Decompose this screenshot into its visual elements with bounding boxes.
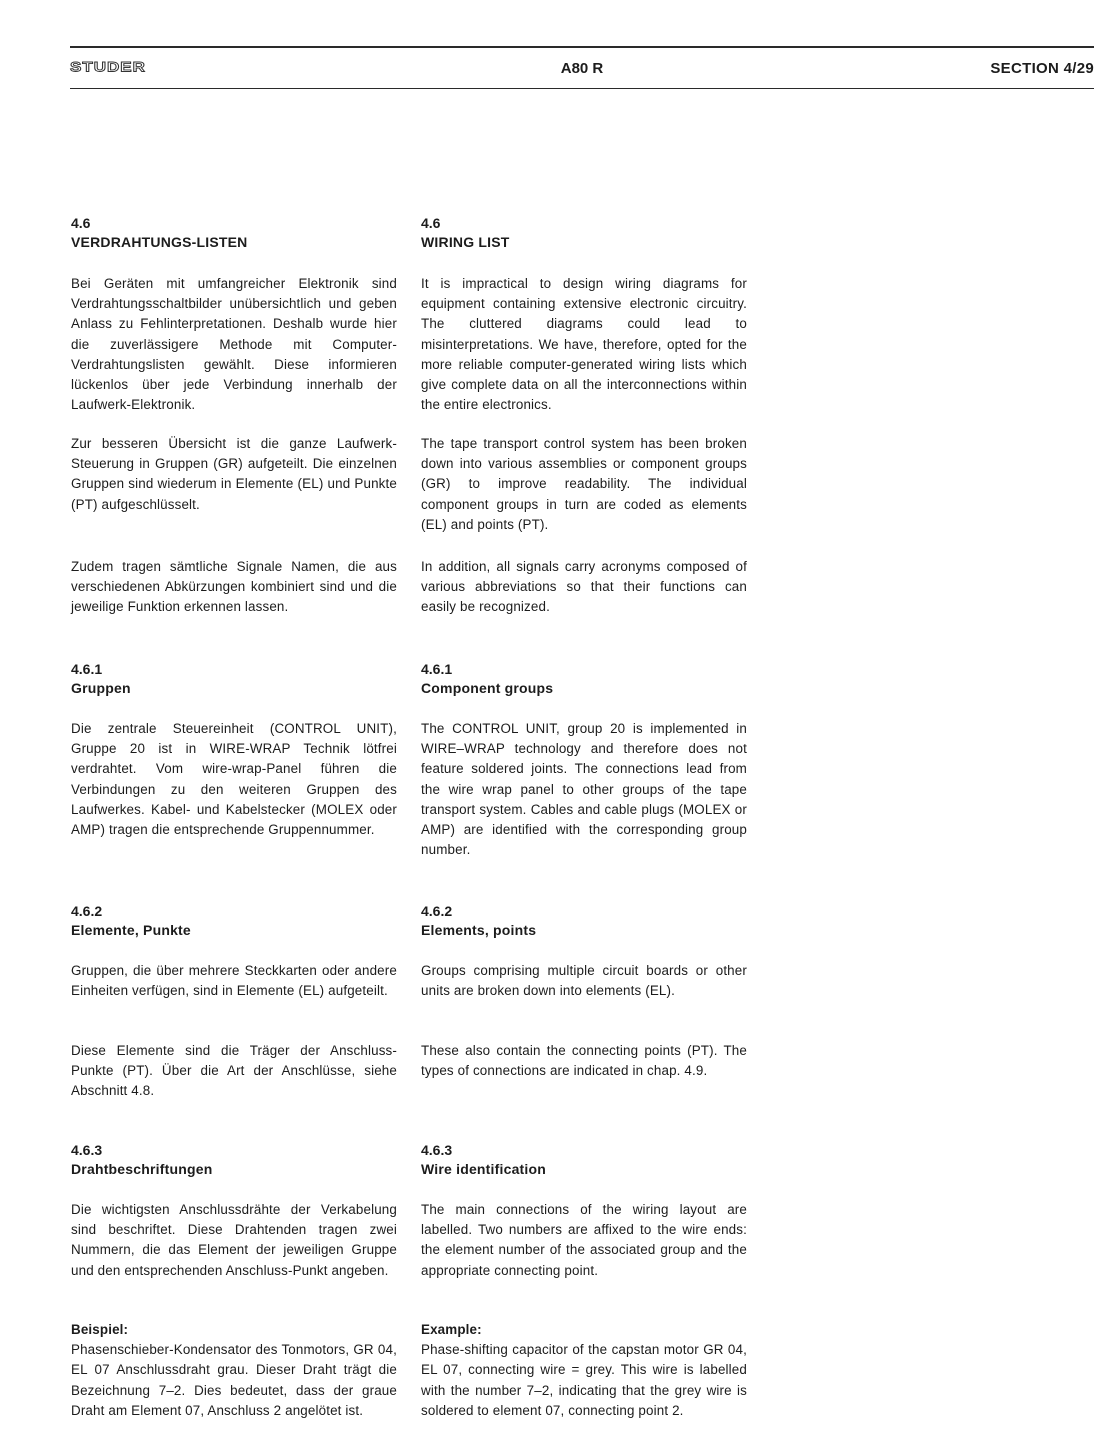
section-title: Wire identification: [421, 1161, 547, 1177]
paragraph-de-1: Bei Geräten mit umfangreicher Elektronik sind Verdrahtungsschaltbilder unübersichtlich und geben Anlass zu Fehlinterpretationen. Deshalb wurde hier die zuverlässigere Methode mit Computer-Verdrahtungslisten gewählt. Diese informieren lückenlos über jede Verbindung innerhalb der Laufwerk-Elektronik.: [71, 276, 397, 413]
paragraph-de-6: Diese Elemente sind die Träger der Anschluss-Punkte (PT). Über die Art der Anschlüsse, siehe Abschnitt 4.8.: [71, 1043, 397, 1099]
section-page-label: SECTION 4/29: [990, 60, 1094, 77]
paragraph-de-4: Die zentrale Steuereinheit (CONTROL UNIT), Gruppe 20 ist in WIRE-WRAP Technik lötfrei verdrahtet. Vom wire-wrap-Panel führen die Verbindungen zu den weiteren Gruppen des Laufwerkes. Kabel- und Kabelstecker (MOLEX oder AMP) tragen die entsprechende Gruppennummer.: [71, 721, 397, 838]
section-4-6-heading-de: [71, 214, 397, 252]
section-number: 4.6.1: [421, 661, 453, 677]
paragraph-en-2: The tape transport control system has been broken down into various assemblies or component groups (GR) to improve readability. The individual component groups in turn are coded as elements (EL) and points (PT).: [421, 436, 747, 532]
paragraph-de-5: Gruppen, die über mehrere Steckkarten oder andere Einheiten verfügen, sind in Elemente (EL) aufgeteilt.: [71, 963, 397, 999]
section-title: Gruppen: [71, 680, 131, 696]
example-label: Example:: [421, 1322, 482, 1337]
paragraph-en-1: It is impractical to design wiring diagrams for equipment containing extensive electronic circuitry. The cluttered diagrams could lead to misinterpretations. We have, therefore, opted for the more reliable computer-generated wiring lists which give complete data on all the interconnections within the entire electronics.: [421, 276, 747, 413]
paragraph-de-3: Zudem tragen sämtliche Signale Namen, die aus verschiedenen Abkürzungen kombiniert sind und die jeweilige Funktion erkennen lassen.: [71, 559, 397, 615]
section-number: 4.6.1: [71, 661, 103, 677]
header-bottom-rule: [70, 88, 1094, 89]
section-title: Component groups: [421, 680, 554, 696]
paragraph-en-7: The main connections of the wiring layout are labelled. Two numbers are affixed to the wire ends: the element number of the associated group and the appropriate connecting point.: [421, 1202, 747, 1278]
section-title: Drahtbeschriftungen: [71, 1161, 213, 1177]
example-text: Phase-shifting capacitor of the capstan motor GR 04, EL 07, connecting wire = grey. This wire is labelled with the number 7–2, indicating that the grey wire is soldered to element 07, connecting point 2.: [421, 1342, 747, 1418]
section-number: 4.6.2: [71, 903, 103, 919]
example-de: [71, 1320, 397, 1421]
paragraph-de-2: Zur besseren Übersicht ist die ganze Laufwerk-Steuerung in Gruppen (GR) aufgeteilt. Die einzelnen Gruppen sind wiederum in Elemente (EL) und Punkte (PT) aufgeschlüsselt.: [71, 436, 397, 512]
section-4-6-1-heading-en: [421, 660, 747, 698]
paragraph-en-5: Groups comprising multiple circuit boards or other units are broken down into elements (EL).: [421, 963, 747, 999]
section-number: 4.6: [421, 215, 441, 231]
section-4-6-2-heading-en: [421, 902, 747, 940]
section-title: Elements, points: [421, 922, 537, 938]
section-4-6-3-heading-de: [71, 1141, 397, 1179]
example-label: Beispiel:: [71, 1322, 129, 1337]
section-4-6-heading-en: [421, 214, 747, 252]
studer-logo: STUDER: [70, 59, 146, 75]
page-header: [70, 58, 1094, 82]
section-title: VERDRAHTUNGS-LISTEN: [71, 234, 248, 250]
example-text: Phasenschieber-Kondensator des Tonmotors, GR 04, EL 07 Anschlussdraht grau. Dieser Draht trägt die Bezeichnung 7–2. Dies bedeutet, dass der graue Draht am Element 07, Anschluss 2 angelötet ist.: [71, 1342, 397, 1418]
paragraph-en-4: The CONTROL UNIT, group 20 is implemented in WIRE–WRAP technology and therefore does not feature soldered joints. The connections lead from the wire wrap panel to other groups of the tape transport system. Cables and cable plugs (MOLEX or AMP) are identified with the corresponding group number.: [421, 721, 747, 858]
paragraph-en-6: These also contain the connecting points (PT). The types of connections are indicated in chap. 4.9.: [421, 1043, 747, 1079]
model-label: A80 R: [560, 60, 604, 77]
section-4-6-2-heading-de: [71, 902, 397, 940]
section-title: Elemente, Punkte: [71, 922, 191, 938]
section-number: 4.6.3: [71, 1142, 103, 1158]
section-number: 4.6.2: [421, 903, 453, 919]
header-top-rule: [70, 46, 1094, 48]
section-number: 4.6.3: [421, 1142, 453, 1158]
section-number: 4.6: [71, 215, 91, 231]
paragraph-en-3: In addition, all signals carry acronyms composed of various abbreviations so that their functions can easily be recognized.: [421, 559, 747, 615]
example-en: [421, 1320, 747, 1421]
section-4-6-3-heading-en: [421, 1141, 747, 1179]
paragraph-de-7: Die wichtigsten Anschlussdrähte der Verkabelung sind beschriftet. Diese Drahtenden tragen zwei Nummern, die das Element der jeweiligen Gruppe und den entsprechenden Anschluss-Punkt angeben.: [71, 1202, 397, 1278]
section-title: WIRING LIST: [421, 234, 510, 250]
section-4-6-1-heading-de: [71, 660, 397, 698]
